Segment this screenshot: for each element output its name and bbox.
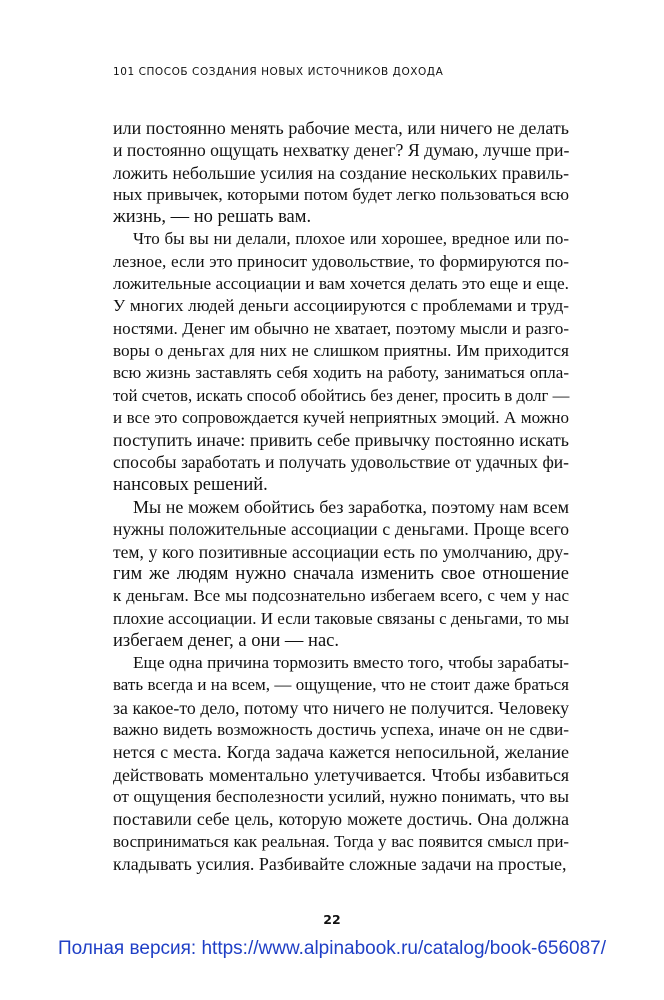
text-line: лезное, если это приносит удовольствие, то формируются по- [113,251,569,271]
paragraph [113,117,569,228]
body-text [113,117,569,875]
text-line: нется с места. Когда задача кажется непосильной, желание [113,742,569,763]
text-line: ложить небольшие усилия на создание нескольких правиль- [113,162,569,183]
text-line: воры о деньгах для них не слишком приятны. Им приходится [113,340,569,360]
text-line: тем, у кого позитивные ассоциации есть по умолчанию, дру- [113,541,569,562]
text-line: к деньгам. Все мы подсознательно избегаем всего, с чем у нас [113,586,569,606]
paragraph [113,228,569,496]
text-line: нансовых решений. [113,474,268,495]
text-line: ностями. Денег им обычно не хватает, поэтому мысли и разго- [113,318,569,338]
text-line: гим же людям нужно сначала изменить свое отношение [113,563,569,584]
paragraph [113,496,569,652]
text-line: и постоянно ощущать нехватку денег? Я думаю, лучше при- [113,140,570,161]
text-line: от ощущения бесполезности усилий, нужно понимать, что вы [113,786,569,806]
text-line: плохие ассоциации. И если таковые связаны с деньгами, то мы [113,608,569,628]
text-line: Еще одна причина тормозить вместо того, чтобы зарабаты- [133,653,569,673]
text-line: ложительные ассоциации и вам хочется делать это еще и еще. [113,274,569,294]
running-head-title: 101 СПОСОБ СОЗДАНИЯ НОВЫХ ИСТОЧНИКОВ ДОХОДА [113,66,444,78]
paragraph [113,652,569,875]
text-line: способы заработать и получать удовольствие от удачных фи- [113,452,569,473]
text-line: важно видеть возможность достичь успеха, иначе он не сдви- [113,720,569,740]
text-line: кладывать усилия. Разбивайте сложные задачи на простые, [113,853,567,874]
text-line: избегаем денег, а они — нас. [113,630,340,651]
text-line: нужны положительные ассоциации с деньгами. Проще всего [113,519,569,540]
text-line: жизнь, — но решать вам. [113,207,312,228]
text-line: действовать моментально улетучивается. Чтобы избавиться [113,764,569,785]
text-line: и все это сопровождается кучей неприятных эмоций. А можно [113,407,569,427]
full-version-link[interactable]: Полная версия: https://www.alpinabook.ru/catalog/book-656087/ [57,938,607,959]
text-line: поступить иначе: привить себе привычку постоянно искать [113,430,569,451]
text-line: У многих людей деньги ассоциируются с проблемами и труд- [113,296,569,316]
text-line: ных привычек, которыми потом будет легко пользоваться всю [113,184,569,204]
text-line: вать всегда и на всем, — ощущение, что не стоит даже браться [113,675,569,695]
page-number: 22 [323,912,341,927]
text-line: поставили себе цель, которую можете достичь. Она должна [113,809,569,830]
text-line: восприниматься как реальная. Тогда у вас появится смысл при- [113,831,569,851]
text-line: или постоянно менять рабочие места, или ничего не делать [113,118,569,138]
text-line: за какое-то дело, потому что ничего не получится. Человеку [113,697,569,718]
text-line: Мы не можем обойтись без заработка, поэтому нам всем [133,497,569,518]
text-line: той счетов, искать способ обойтись без денег, просить в долг — [113,385,570,405]
text-line: Что бы вы ни делали, плохое или хорошее, вредное или по- [133,229,569,249]
text-line: всю жизнь заставлять себя ходить на работу, заниматься опла- [113,363,569,383]
